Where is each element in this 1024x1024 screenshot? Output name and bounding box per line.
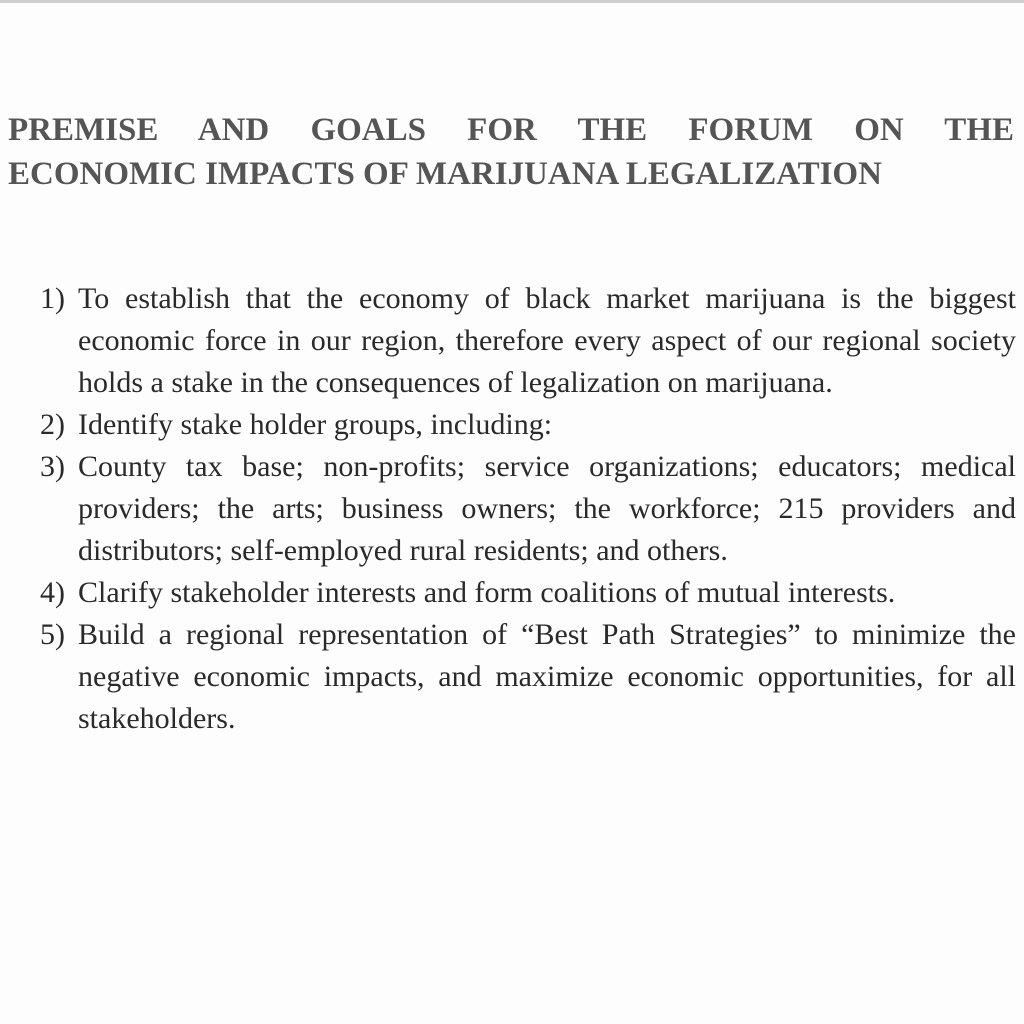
goal-number: 2) (40, 408, 65, 441)
title-line-1: PREMISE AND GOALS FOR THE FORUM ON THE (8, 112, 1014, 148)
title-line-2: ECONOMIC IMPACTS OF MARIJUANA LEGALIZATION (8, 156, 882, 192)
goal-item-5 (40, 614, 1016, 740)
goal-number: 1) (40, 282, 65, 315)
goal-number: 4) (40, 576, 65, 609)
goal-text: Identify stake holder groups, including: (78, 408, 553, 441)
goals-list (40, 278, 1016, 740)
goal-text: To establish that the economy of black market marijuana is the biggest economic force in our region, therefore every aspect of our regional society holds a stake in the consequences of legalization on marijuana. (78, 282, 1016, 399)
document-title (8, 108, 1014, 196)
goal-item-2 (40, 404, 1016, 446)
goal-item-1 (40, 278, 1016, 404)
goal-item-4 (40, 572, 1016, 614)
goal-number: 3) (40, 450, 65, 483)
goal-text: Clarify stakeholder interests and form coalitions of mutual interests. (78, 576, 896, 609)
goal-number: 5) (40, 618, 65, 651)
goal-text: Build a regional representation of “Best Path Strategies” to minimize the negative economic impacts, and maximize economic opportunities, for all stakeholders. (78, 618, 1016, 735)
goal-text: County tax base; non-profits; service organizations; educators; medical providers; the arts; business owners; the workforce; 215 providers and distributors; self-employed rural residents; and others. (78, 450, 1016, 567)
top-border-line (0, 0, 1024, 3)
goal-item-3 (40, 446, 1016, 572)
